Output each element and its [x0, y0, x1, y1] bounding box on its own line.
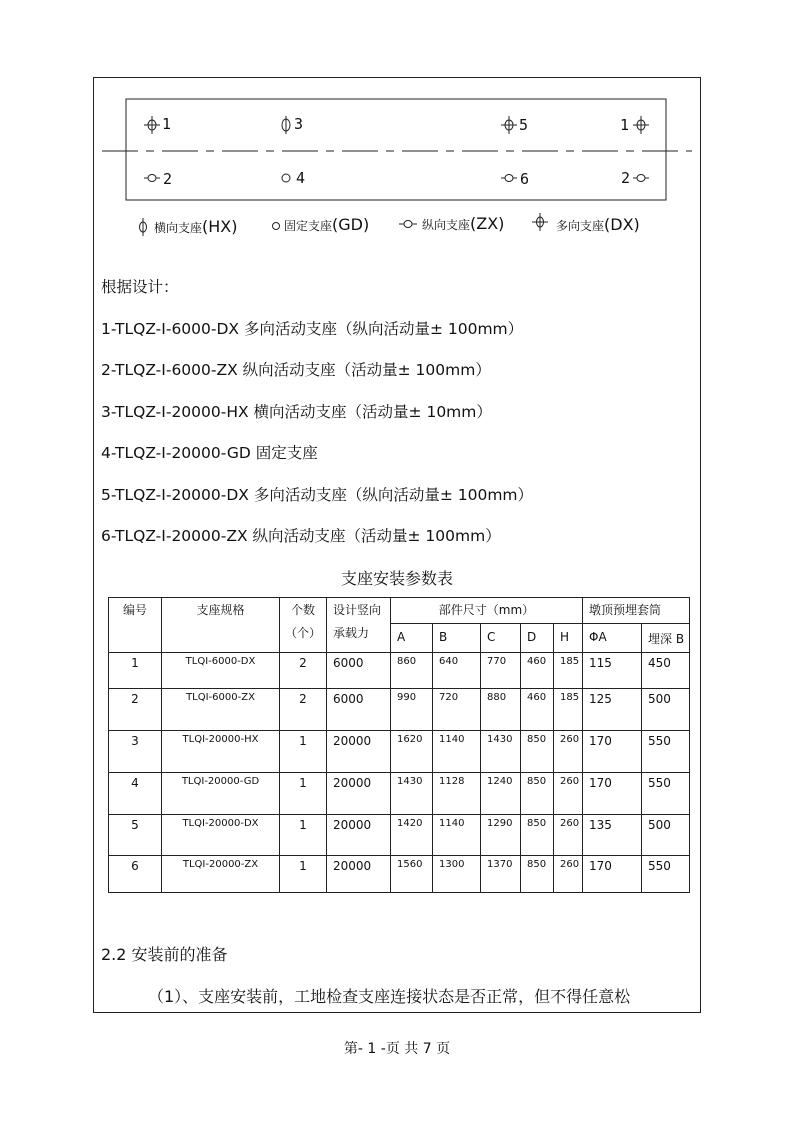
bearing-layout-diagram [100, 97, 694, 243]
design-heading: 根据设计： [101, 278, 179, 296]
legend-text-dx: 多向支座(DX) [556, 215, 640, 234]
spec-line: 1-TLQZ-Ⅰ-6000-DX 多向活动支座（纵向活动量± 100mm） [101, 320, 524, 338]
table-row: 3 TLQⅠ-20000-HX 1 20000 1620 1140 1430 850 260 170 550 [109, 731, 690, 773]
header-c: C [481, 624, 521, 653]
header-dimensions: 部件尺寸（mm） [391, 598, 583, 624]
legend-text-gd: 固定支座(GD) [284, 215, 370, 234]
bearing-label-5: 5 [519, 116, 529, 134]
header-no: 编号 [109, 598, 162, 653]
header-sleeve: 墩顶预埋套筒 [583, 598, 690, 624]
multi-direction-bearing-icon [532, 213, 548, 231]
bearing-label-6: 6 [520, 170, 530, 188]
header-b: B [433, 624, 481, 653]
bearing-symbol-3 [282, 116, 290, 134]
header-a: A [391, 624, 433, 653]
longitudinal-bearing-icon [399, 221, 417, 228]
header-d: D [521, 624, 554, 653]
table-row: 2 TLQⅠ-6000-ZX 2 6000 990 720 880 460 185 125 500 [109, 689, 690, 731]
header-count: 个数 （个） [280, 598, 327, 653]
header-spec: 支座规格 [162, 598, 280, 653]
page-footer: 第- 1 -页 共 7 页 [343, 1041, 451, 1057]
section-heading: 2.2 安装前的准备 [101, 945, 228, 964]
bearing-symbol-2 [144, 175, 160, 182]
bearing-label-2-right: 2 [621, 169, 631, 187]
table-row: 1 TLQⅠ-6000-DX 2 6000 860 640 770 460 185 115 450 [109, 653, 690, 689]
fixed-bearing-icon [273, 223, 280, 230]
header-load: 设计竖向 承载力 [327, 598, 391, 653]
bearing-label-4: 4 [296, 169, 306, 187]
spec-line: 2-TLQZ-Ⅰ-6000-ZX 纵向活动支座（活动量± 100mm） [101, 361, 491, 379]
bearing-symbol-6 [501, 175, 517, 182]
bearing-symbol-2-right [633, 175, 649, 182]
bearing-symbol-5 [501, 116, 517, 134]
bearing-label-2: 2 [163, 170, 173, 188]
table-row: 6 TLQⅠ-20000-ZX 1 20000 1560 1300 1370 850 260 170 550 [109, 856, 690, 893]
spec-line: 4-TLQZ-Ⅰ-20000-GD 固定支座 [101, 444, 318, 462]
bearing-plate-outline [126, 99, 666, 200]
spec-line: 3-TLQZ-Ⅰ-20000-HX 横向活动支座（活动量± 10mm） [101, 403, 492, 421]
table-header-row [109, 598, 690, 624]
bearing-parameter-table [108, 597, 690, 893]
bearing-label-1-right: 1 [620, 116, 630, 134]
table-row: 5 TLQⅠ-20000-DX 1 20000 1420 1140 1290 850 260 135 500 [109, 815, 690, 856]
body-paragraph: （1）、支座安装前，工地检查支座连接状态是否正常，但不得任意松 [148, 987, 631, 1006]
table-row: 4 TLQⅠ-20000-GD 1 20000 1430 1128 1240 850 260 170 550 [109, 773, 690, 815]
header-h: H [554, 624, 583, 653]
bearing-symbol-1-right [633, 116, 649, 134]
legend-text-hx: 横向支座(HX) [154, 217, 238, 236]
bearing-symbol-4 [282, 174, 290, 182]
table-caption: 支座安装参数表 [340, 569, 453, 588]
spec-line: 6-TLQZ-Ⅰ-20000-ZX 纵向活动支座（活动量± 100mm） [101, 527, 501, 545]
header-phi-a: ΦA [583, 624, 642, 653]
spec-line: 5-TLQZ-Ⅰ-20000-DX 多向活动支座（纵向活动量± 100mm） [101, 486, 534, 504]
bearing-symbol-1 [144, 116, 160, 134]
header-depth-b: 埋深 B [642, 624, 690, 653]
bearing-label-3: 3 [294, 115, 304, 133]
lateral-bearing-icon [140, 218, 147, 236]
legend-text-zx: 纵向支座(ZX) [422, 214, 505, 233]
bearing-label-1: 1 [162, 115, 172, 133]
